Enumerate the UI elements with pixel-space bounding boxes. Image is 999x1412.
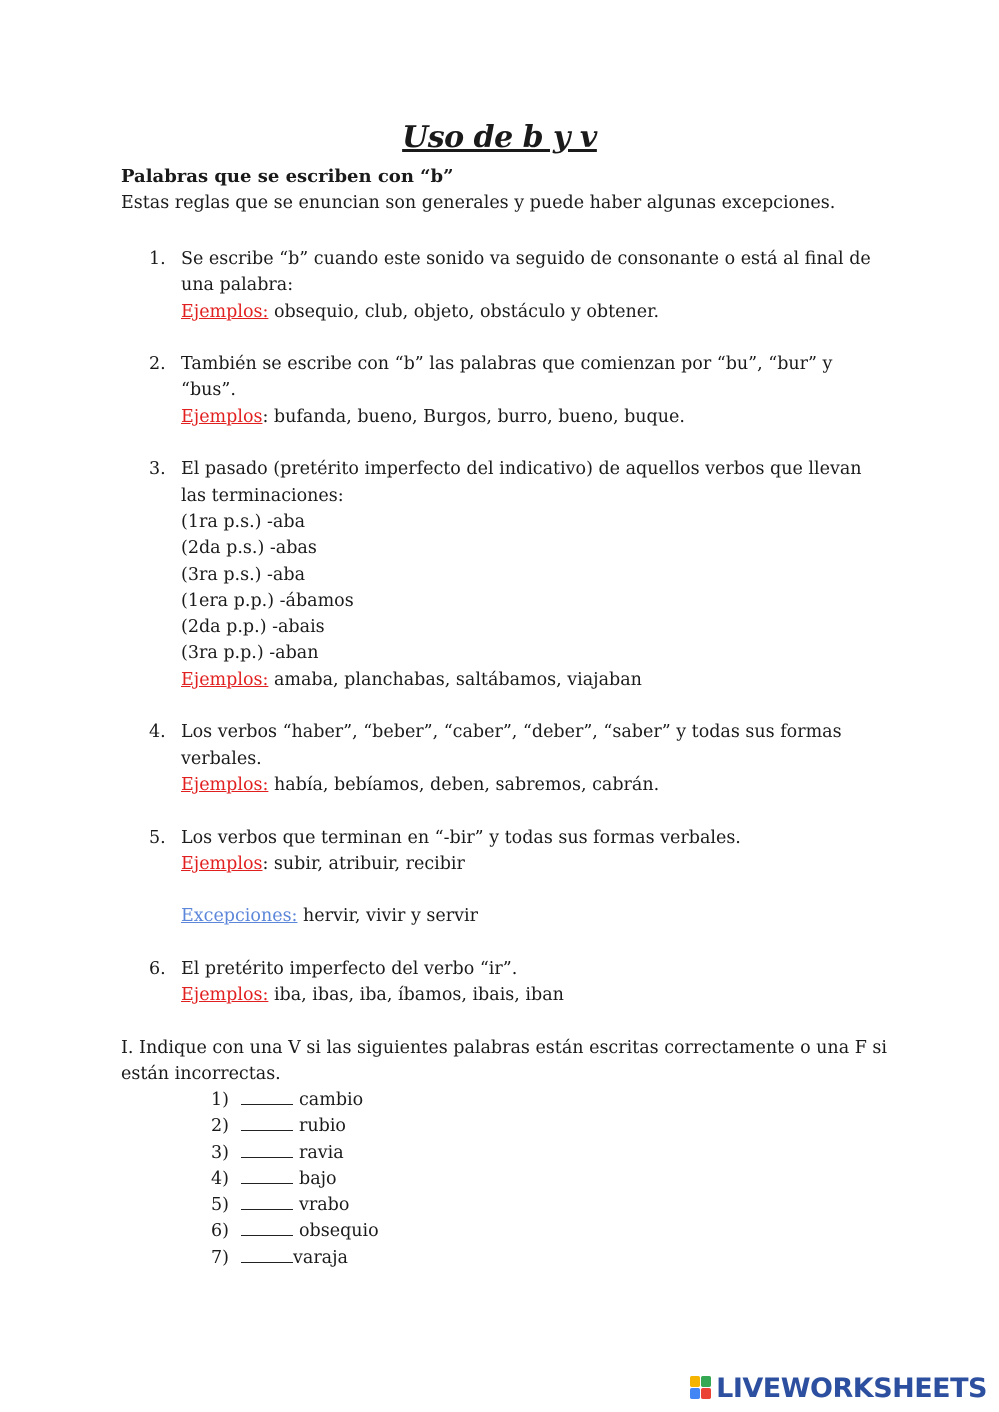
exercise-item [211,1218,379,1244]
example-text: obsequio, club, objeto, obstáculo y obtener. [268,301,660,322]
item-word: rubio [299,1116,346,1137]
ending-line: (1era p.p.) -ábamos [181,590,354,611]
exception-text: hervir, vivir y servir [297,906,478,927]
rule-number: 3. [149,459,166,480]
answer-blank[interactable] [241,1116,293,1131]
rule-text: las terminaciones: [181,485,344,506]
section-heading: Palabras que se escriben con “b” [121,166,454,187]
rule-item [121,351,881,430]
rule-item [121,456,881,693]
item-word: vrabo [299,1195,350,1216]
exercise-items [211,1087,379,1271]
example-label: Ejemplos [181,406,263,427]
rule-number: 2. [149,354,166,375]
exercise-item [211,1192,379,1218]
instruction-line: I. Indique con una V si las siguientes palabras están escritas correctamente o una F si [121,1038,887,1058]
example-text: había, bebíamos, deben, sabremos, cabrán. [268,774,660,795]
example-label: Ejemplos: [181,985,269,1006]
instruction-line: están incorrectas. [121,1064,281,1085]
ending-line: (2da p.s.) -abas [181,538,317,559]
rule-example [181,299,881,325]
answer-blank[interactable] [241,1090,293,1105]
rule-example [181,404,881,430]
item-number: 6) [211,1221,229,1242]
rule-text: Se escribe “b” cuando este sonido va seguido de consonante o está al final de [181,249,871,269]
ending-line: (3ra p.p.) -aban [181,643,319,664]
exercise-item [211,1245,379,1271]
exercise-item [211,1166,379,1192]
liveworksheets-icon [690,1376,712,1400]
item-word: varaja [293,1247,348,1268]
exception-label: Excepciones: [181,906,298,927]
item-word: cambio [299,1090,364,1110]
rule-item [121,825,881,930]
ending-line: (2da p.p.) -abais [181,617,325,638]
exercise-instruction [121,1035,891,1088]
example-label: Ejemplos: [181,774,269,795]
item-word: ravia [299,1142,344,1163]
example-text: : bufanda, bueno, Burgos, burro, bueno, buque. [262,406,685,427]
rule-text: También se escribe con “b” las palabras que comienzan por “bu”, “bur” y [181,354,833,375]
answer-blank[interactable] [241,1169,293,1184]
rule-example [181,667,881,693]
ending-line: (1ra p.s.) -aba [181,511,306,532]
item-number: 4) [211,1168,229,1189]
rule-text: El pasado (pretérito imperfecto del indicativo) de aquellos verbos que llevan [181,459,862,480]
exercise-item [211,1113,379,1139]
example-text: amaba, planchabas, saltábamos, viajaban [268,669,642,690]
answer-blank[interactable] [241,1143,293,1158]
answer-blank[interactable] [241,1221,293,1236]
rule-example [181,982,881,1008]
example-text: : subir, atribuir, recibir [262,853,465,874]
rule-example [181,851,881,877]
rules-list [121,246,881,1035]
exercise-item [211,1140,379,1166]
exercise-item [211,1087,379,1113]
rule-item [121,719,881,798]
liveworksheets-logo [690,1373,987,1403]
example-label: Ejemplos [181,853,263,874]
rule-text: El pretérito imperfecto del verbo “ir”. [181,959,518,980]
item-number: 3) [211,1142,229,1163]
rule-text: una palabra: [181,275,294,296]
rule-text: Los verbos “haber”, “beber”, “caber”, “deber”, “saber” y todas sus formas [181,722,842,743]
answer-blank[interactable] [241,1248,293,1263]
ending-line: (3ra p.s.) -aba [181,564,306,585]
rule-example [181,772,881,798]
brand-name: LIVEWORKSHEETS [716,1372,987,1404]
item-number: 7) [211,1247,229,1268]
item-word: obsequio [299,1221,379,1242]
intro-text: Estas reglas que se enuncian son generales y puede haber algunas excepciones. [121,193,836,213]
rule-exception [181,903,881,929]
rule-number: 1. [149,249,166,269]
example-text: iba, ibas, iba, íbamos, ibais, iban [268,985,564,1006]
rule-number: 6. [149,959,166,980]
example-label: Ejemplos: [181,301,269,322]
rule-item [121,246,881,325]
item-word: bajo [299,1168,337,1189]
rule-item [121,956,881,1009]
answer-blank[interactable] [241,1195,293,1210]
rule-number: 4. [149,722,166,743]
example-label: Ejemplos: [181,669,269,690]
rule-text: Los verbos que terminan en “-bir” y todas sus formas verbales. [181,827,741,848]
item-number: 2) [211,1116,229,1137]
rule-number: 5. [149,827,166,848]
item-number: 1) [211,1090,229,1110]
rule-text: verbales. [181,748,262,769]
page-title: Uso de b y v [402,120,597,155]
rule-text: “bus”. [181,380,236,401]
item-number: 5) [211,1195,229,1216]
